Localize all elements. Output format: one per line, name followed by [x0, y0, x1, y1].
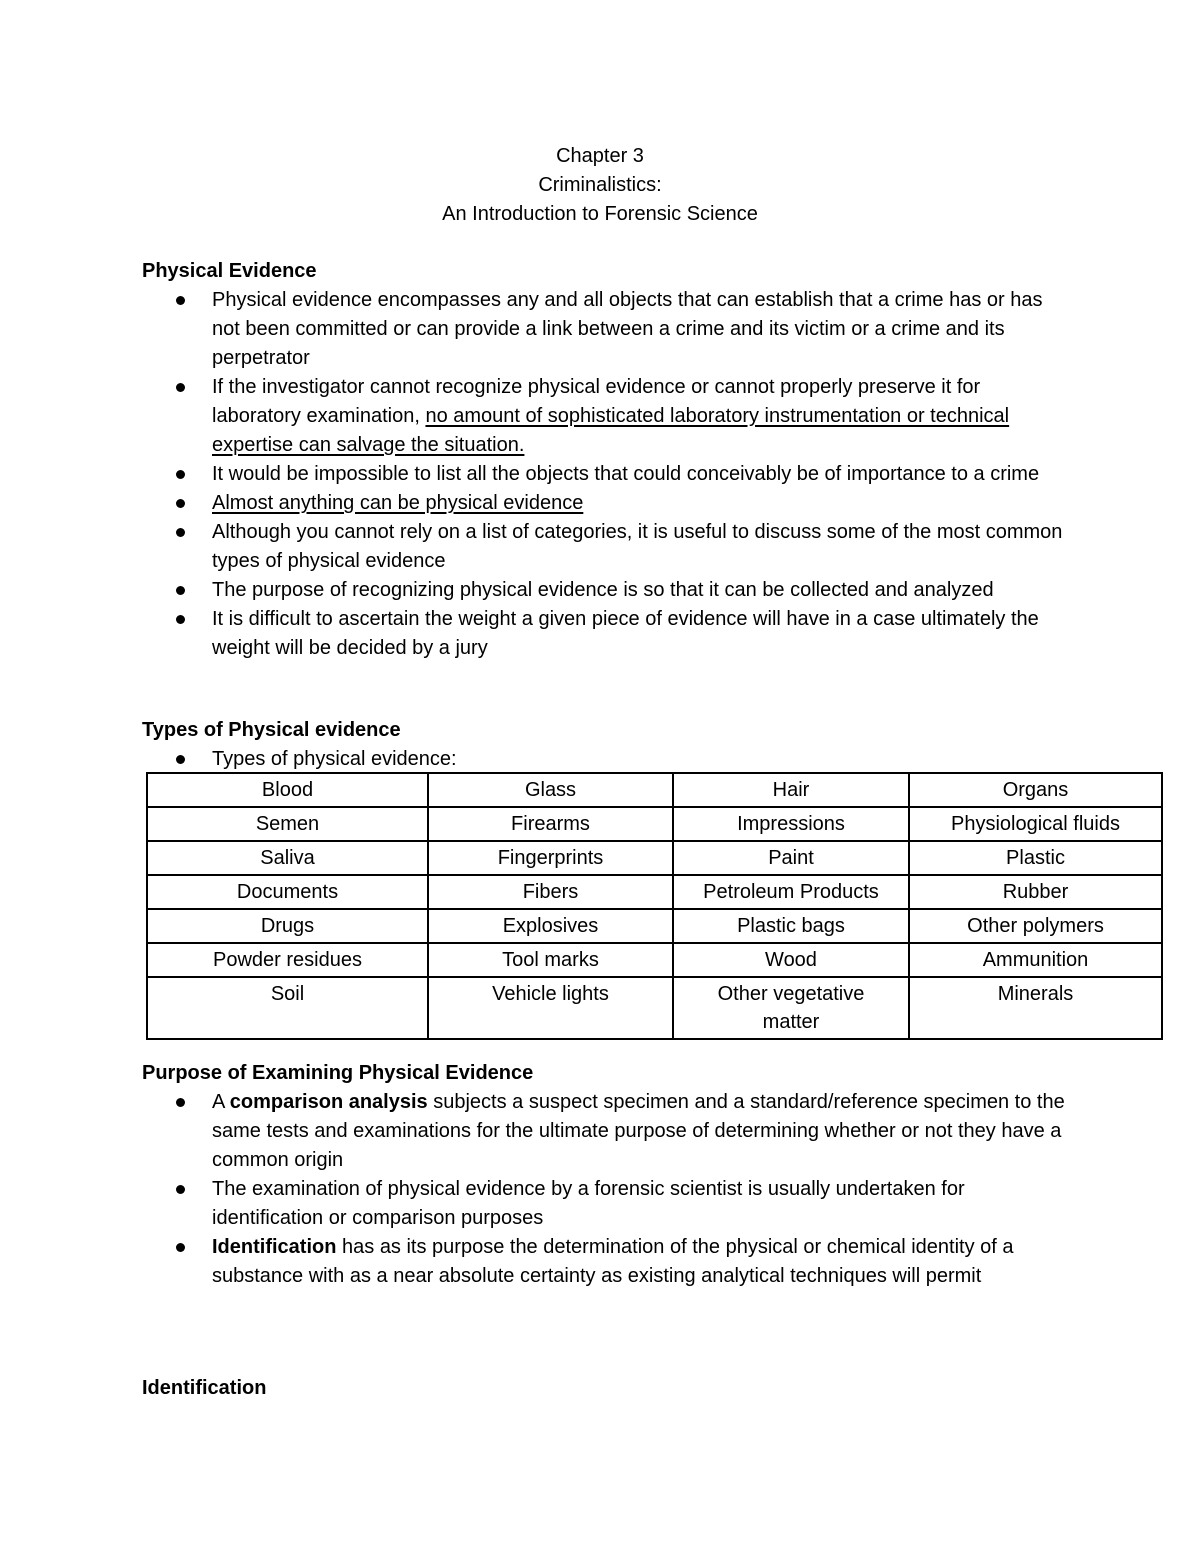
table-cell: Petroleum Products: [673, 875, 909, 909]
list-item-text: The purpose of recognizing physical evidence is so that it can be collected and analyzed: [212, 579, 994, 601]
table-row: [147, 807, 1162, 841]
heading-physical-evidence: Physical Evidence: [142, 260, 317, 282]
bullet-icon: [176, 1185, 185, 1194]
table-cell: Other polymers: [909, 909, 1162, 943]
heading-purpose: Purpose of Examining Physical Evidence: [142, 1062, 534, 1084]
table-row: [147, 909, 1162, 943]
evidence-types-table: [146, 772, 1163, 1040]
table-row: [147, 841, 1162, 875]
underlined-text: Almost anything can be physical evidence: [212, 492, 584, 514]
table-cell: Fingerprints: [428, 841, 673, 875]
bold-term: Identification: [212, 1236, 337, 1258]
list-item-text: Although you cannot rely on a list of categories, it is useful to discuss some of the most common types of physical evidence: [212, 521, 1063, 572]
bold-term: comparison analysis: [229, 1091, 428, 1113]
heading-identification: Identification: [142, 1377, 267, 1399]
title-criminalistics: Criminalistics:: [538, 174, 662, 196]
table-row: [147, 875, 1162, 909]
bullet-icon: [176, 296, 185, 305]
list-item: [142, 286, 1072, 373]
table-cell: Impressions: [673, 807, 909, 841]
types-list: [142, 745, 1072, 774]
list-item-text: The examination of physical evidence by a forensic scientist is usually undertaken for identification or comparison purposes: [212, 1178, 965, 1229]
bullet-icon: [176, 755, 185, 764]
table-cell: Drugs: [147, 909, 428, 943]
table-cell: Semen: [147, 807, 428, 841]
bullet-icon: [176, 1243, 185, 1252]
subtitle: An Introduction to Forensic Science: [442, 203, 758, 225]
list-item-text: has as its purpose the determination of the physical or chemical identity of a substance with as a near absolute certainty as existing analytical techniques will permit: [212, 1236, 1014, 1287]
bullet-icon: [176, 586, 185, 595]
bullet-icon: [176, 615, 185, 624]
list-item-text: Types of physical evidence:: [212, 748, 457, 770]
bullet-icon: [176, 499, 185, 508]
document-title: [0, 142, 1200, 229]
heading-types-of-physical-evidence: Types of Physical evidence: [142, 719, 401, 741]
table-cell: Paint: [673, 841, 909, 875]
list-item-text: It is difficult to ascertain the weight a given piece of evidence will have in a case ultimately the weight will be decided by a jury: [212, 608, 1039, 659]
bullet-icon: [176, 1098, 185, 1107]
table-cell: Saliva: [147, 841, 428, 875]
table-row: [147, 943, 1162, 977]
table-cell: Other vegetative matter: [673, 977, 909, 1039]
bullet-icon: [176, 383, 185, 392]
list-item-text: A: [212, 1091, 230, 1113]
table-cell: Hair: [673, 773, 909, 807]
list-item-text: It would be impossible to list all the objects that could conceivably be of importance to a crime: [212, 463, 1040, 485]
table-cell: Vehicle lights: [428, 977, 673, 1039]
list-item: [142, 1088, 1072, 1175]
chapter-label: Chapter 3: [556, 145, 644, 167]
table-cell: Ammunition: [909, 943, 1162, 977]
table-cell: Plastic: [909, 841, 1162, 875]
list-item: [142, 605, 1072, 663]
bullet-icon: [176, 470, 185, 479]
list-item: [142, 518, 1072, 576]
table-row: [147, 773, 1162, 807]
table-cell: Glass: [428, 773, 673, 807]
list-item-text: subjects a suspect specimen and a standard/reference specimen to the same tests and examinations for the ultimate purpose of determining whether or not they have a common origin: [212, 1091, 1065, 1171]
list-item: [142, 489, 1072, 518]
table-cell: Soil: [147, 977, 428, 1039]
bullet-icon: [176, 528, 185, 537]
table-cell: Tool marks: [428, 943, 673, 977]
list-item: [142, 1175, 1072, 1233]
underlined-text: no amount of sophisticated laboratory instrumentation or technical expertise can salvage the situation.: [212, 405, 1010, 456]
table-cell: Rubber: [909, 875, 1162, 909]
list-item-text: Physical evidence encompasses any and all objects that can establish that a crime has or has not been committed or can provide a link between a crime and its victim or a crime and its perpetrator: [212, 289, 1043, 369]
table-cell: Wood: [673, 943, 909, 977]
list-item: [142, 1233, 1072, 1291]
table-cell: Organs: [909, 773, 1162, 807]
table-cell: Explosives: [428, 909, 673, 943]
table-cell: Powder residues: [147, 943, 428, 977]
purpose-list: [142, 1088, 1072, 1291]
table-cell: Documents: [147, 875, 428, 909]
list-item: [142, 373, 1072, 460]
list-item: [142, 576, 1072, 605]
table-cell: Firearms: [428, 807, 673, 841]
list-item: [142, 745, 1072, 774]
physical-evidence-list: [142, 286, 1072, 663]
list-item-text: If the investigator cannot recognize physical evidence or cannot properly preserve it for laboratory examination,: [212, 376, 981, 427]
table-cell: Plastic bags: [673, 909, 909, 943]
table-cell: Fibers: [428, 875, 673, 909]
table-cell: Blood: [147, 773, 428, 807]
list-item: [142, 460, 1072, 489]
table-row: [147, 977, 1162, 1039]
table-cell: Minerals: [909, 977, 1162, 1039]
table-cell: Physiological fluids: [909, 807, 1162, 841]
